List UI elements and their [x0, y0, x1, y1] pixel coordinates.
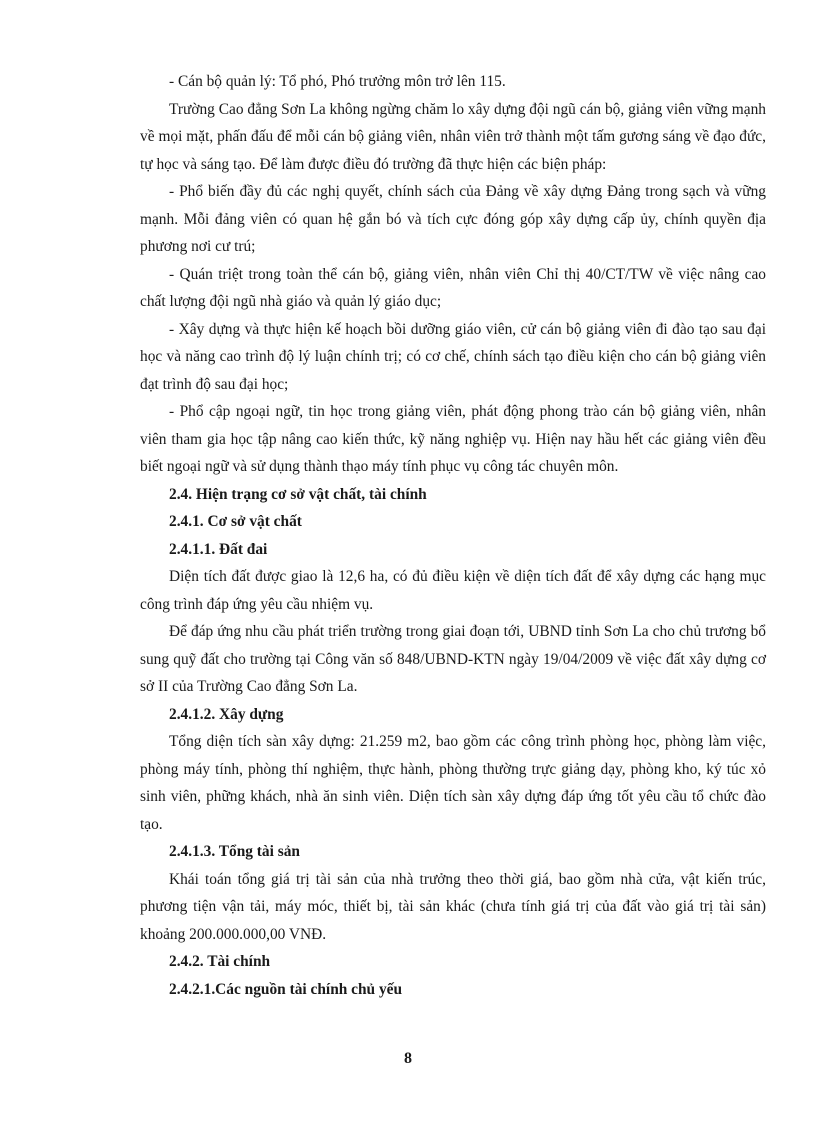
paragraph-party-policy: - Phổ biến đầy đủ các nghị quyết, chính sách của Đảng về xây dựng Đảng trong sạch và vững mạnh. Mỗi đảng viên có quan hệ gắn bó và tích cực đóng góp xây dựng cấp ủy, chính quyền địa phương nơi cư trú;	[140, 183, 766, 255]
paragraph-staff-development: Trường Cao đẳng Sơn La không ngừng chăm lo xây dựng đội ngũ cán bộ, giảng viên vững mạnh về mọi mặt, phấn đấu để mỗi cán bộ giảng viên, nhân viên trở thành một tấm gương sáng về đạo đức, tự học và sáng tạo. Để làm được điều đó trường đã thực hiện các biện pháp:	[140, 100, 766, 173]
paragraph-managers: - Cán bộ quản lý: Tổ phó, Phó trưởng môn trở lên 115.	[169, 73, 506, 90]
heading-2-4-2-1: 2.4.2.1.Các nguồn tài chính chủ yếu	[169, 980, 403, 998]
heading-2-4-1: 2.4.1. Cơ sở vật chất	[169, 513, 302, 530]
heading-2-4: 2.4. Hiện trạng cơ sở vật chất, tài chính	[169, 485, 427, 503]
paragraph-directive-40: - Quán triệt trong toàn thể cán bộ, giảng viên, nhân viên Chỉ thị 40/CT/TW về việc nâng cao chất lượng đội ngũ nhà giáo và quản lý giáo dục;	[140, 265, 766, 310]
heading-2-4-1-2: 2.4.1.2. Xây dựng	[169, 705, 284, 723]
paragraph-training-plan: - Xây dựng và thực hiện kế hoạch bồi dưỡng giáo viên, cử cán bộ giảng viên đi đào tạo sau đại học và năng cao trình độ lý luận chính trị; có cơ chế, chính sách tạo điều kiện cho cán bộ giảng viên đạt trình độ sau đại học;	[140, 320, 766, 393]
paragraph-land-expansion: Để đáp ứng nhu cầu phát triển trường trong giai đoạn tới, UBND tỉnh Sơn La cho chủ trương bổ sung quỹ đất cho trường tại Công văn số 848/UBND-KTN ngày 19/04/2009 về việc đất xây dựng cơ sở II của Trường Cao đẳng Sơn La.	[140, 623, 766, 695]
heading-2-4-1-3: 2.4.1.3. Tổng tài sản	[169, 843, 300, 860]
heading-2-4-1-1: 2.4.1.1. Đất đai	[169, 540, 268, 558]
heading-2-4-2: 2.4.2. Tài chính	[169, 953, 271, 970]
paragraph-total-assets: Khái toán tổng giá trị tài sản của nhà trưởng theo thời giá, bao gồm nhà cửa, vật kiến trúc, phương tiện vận tải, máy móc, thiết bị, tài sản khác (chưa tính giá trị của đất vào giá trị tài sản) khoảng 200.000.000,00 VNĐ.	[140, 870, 766, 943]
page-number: 8	[404, 1050, 412, 1067]
paragraph-construction: Tổng diện tích sàn xây dựng: 21.259 m2, bao gồm các công trình phòng học, phòng làm việc, phòng máy tính, phòng thí nghiệm, thực hành, phòng thường trực giảng dạy, phòng kho, ký túc xỏ sinh viên, phững khách, nhà ăn sinh viên. Diện tích sàn xây dựng đáp ứng tốt yêu cầu tổ chức đào tạo.	[140, 733, 766, 833]
paragraph-land-area: Diện tích đất được giao là 12,6 ha, có đủ điều kiện về diện tích đất để xây dựng các hạng mục công trình đáp ứng yêu cầu nhiệm vụ.	[140, 568, 766, 613]
paragraph-languages-it: - Phổ cập ngoại ngữ, tin học trong giảng viên, phát động phong trào cán bộ giảng viên, nhân viên tham gia học tập nâng cao kiến thức, kỹ năng nghiệp vụ. Hiện nay hầu hết các giảng viên đều biết ngoại ngữ và sử dụng thành thạo máy tính phục vụ công tác chuyên môn.	[140, 403, 766, 475]
page-body	[140, 68, 766, 1003]
